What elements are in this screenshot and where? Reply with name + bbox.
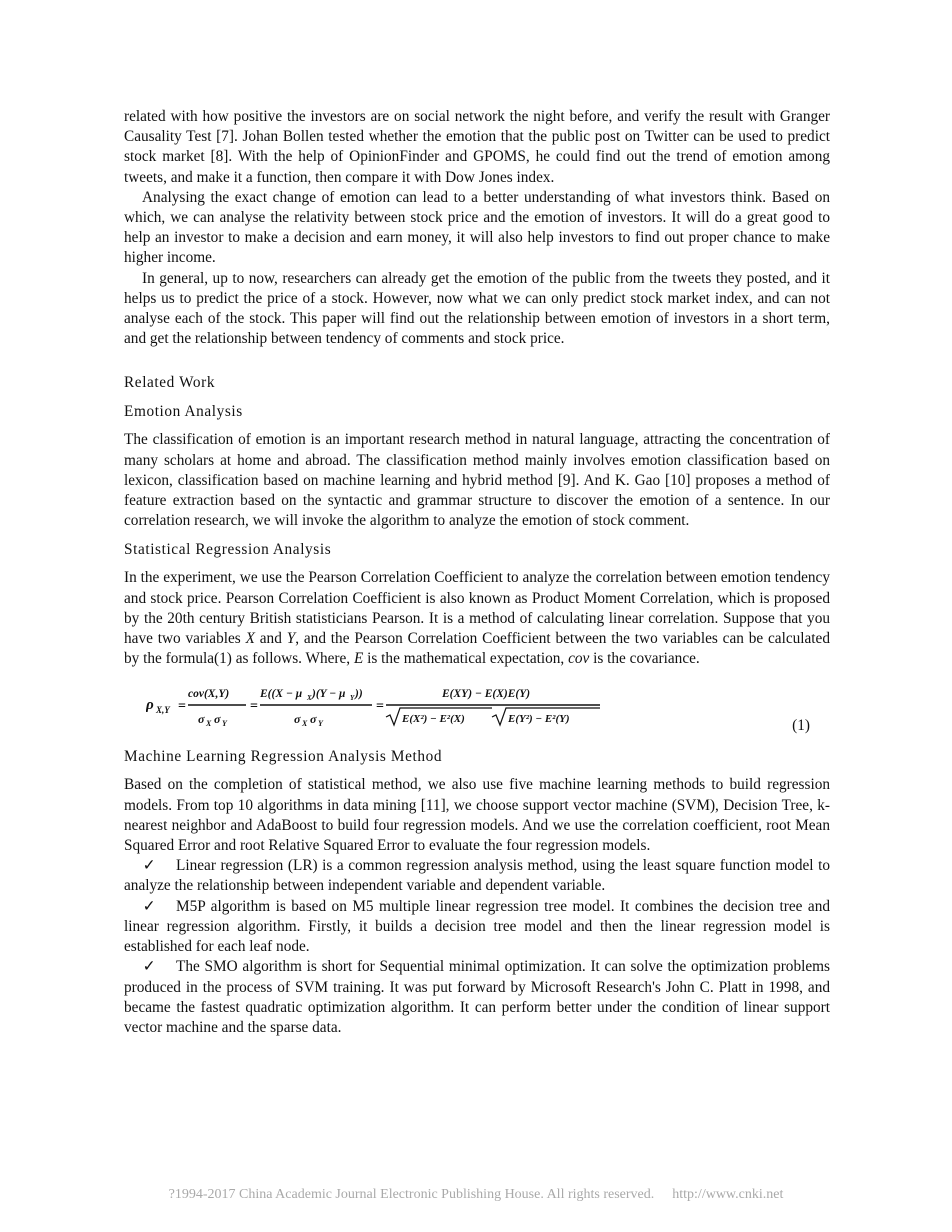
- formula-numerator-3: E(XY) − E(X)E(Y): [442, 688, 531, 701]
- intro-paragraph-1: related with how positive the investors are on social network the night before, and verify the result with Granger Causality Test [7]. Johan Bollen tested whether the emotion that the public post on Twitter can be used to predict stock market [8]. With the help of OpinionFinder and GPOMS, he could find out the trend of emotion among tweets, and make it a function, then compare it with Dow Jones index.: [124, 108, 830, 186]
- statistical-text-d: is the mathematical expectation,: [363, 650, 569, 668]
- pearson-formula: [146, 681, 616, 731]
- formula-mu-y-sub: Y: [350, 694, 355, 703]
- subsection-heading-emotion-analysis: Emotion Analysis: [124, 403, 243, 421]
- formula-sigma-x-1: σ: [198, 712, 205, 727]
- formula-sigma-y-2: σ: [310, 712, 317, 727]
- bullet-text-3: The SMO algorithm is short for Sequential minimal optimization. It can solve the optimization problems produced in the process of SVM training. It was put forward by Microsoft Research's John C. Platt in 1998, and became the fastest quadratic optimization algorithm. It can perform better under the condition of linear support vector machine and the sparse data.: [124, 958, 830, 1036]
- check-icon: ✓: [142, 958, 156, 976]
- formula-numerator-2b: )(Y − μ: [312, 688, 346, 701]
- footer-copyright: ?1994-2017 China Academic Journal Electronic Publishing House. All rights reserved.: [168, 1187, 655, 1202]
- formula-denominator-3b: E(Y²) − E²(Y): [508, 713, 570, 726]
- intro-paragraph-3: In general, up to now, researchers can already get the emotion of the public from the tweets they posted, and it helps us to predict the price of a stock. However, now what we can only predict stock market index, and can not analyse each of the stock. This paper will find out the relationship between emotion of investors in a short term, and get the relationship between tendency of comments and stock price.: [124, 269, 830, 348]
- formula-sigma-y-1-sub: Y: [222, 719, 227, 729]
- formula-sigma-y-1: σ: [214, 712, 221, 727]
- check-icon: ✓: [142, 897, 156, 915]
- formula-sigma-y-2-sub: Y: [318, 719, 323, 729]
- statistical-text-a: In the experiment, we use the Pearson Correlation Coefficient to analyze the correlation between emotion tendency and stock price. Pearson Correlation Coefficient is also known as Product Moment Correlation, which is proposed by the 20th century British statisticians Pearson. It is a method of calculating linear correlation. Suppose that you have two variables: [124, 569, 830, 648]
- formula-equals-3: =: [376, 699, 384, 715]
- page-footer: [0, 1187, 952, 1203]
- formula-numerator-2a: E((X − μ: [260, 688, 303, 701]
- statistical-paragraph: [124, 568, 830, 669]
- bullet-smo: [124, 957, 830, 1038]
- statistical-text-b: and: [254, 630, 287, 648]
- variable-x: X: [245, 630, 255, 648]
- formula-sigma-x-1-sub: X: [206, 719, 212, 729]
- bullet-m5p: [124, 897, 830, 958]
- check-icon: ✓: [142, 857, 156, 875]
- formula-rho: ρ: [146, 697, 154, 714]
- intro-paragraph-2: Analysing the exact change of emotion can lead to a better understanding of what investors think. Based on which, we can analyse the relativity between stock price and the emotion of investors. It will do a great good to help an investor to make a decision and earn money, it will also help investors to find out proper chance to make higher income.: [124, 188, 830, 267]
- variable-y: Y: [286, 630, 296, 648]
- footer-url: http://www.cnki.net: [672, 1187, 784, 1202]
- statistical-text-c: , and the Pearson Correlation Coefficient between the two variables can be calculated by the formula(1) as follows. Where,: [124, 630, 830, 668]
- formula-numerator-1: cov(X,Y): [188, 688, 230, 701]
- formula-equals-2: =: [250, 699, 258, 715]
- subsection-heading-ml-method: Machine Learning Regression Analysis Method: [124, 748, 443, 766]
- bullet-text-1: Linear regression (LR) is a common regression analysis method, using the least square function model to analyze the relationship between independent variable and dependent variable.: [124, 857, 830, 895]
- formula-equals-1: =: [178, 699, 186, 715]
- emotion-analysis-paragraph: The classification of emotion is an important research method in natural language, attracting the concentration of many scholars at home and abroad. The classification method mainly involves emotion classification based on lexicon, classification based on machine learning and hybrid method [9]. And K. Gao [10] proposes a method of feature extraction based on the syntactic and grammar structure to discover the emotion of a sentence. In our correlation research, we will invoke the algorithm to analyze the emotion of stock comment.: [124, 431, 830, 530]
- ml-method-paragraph: Based on the completion of statistical method, we also use five machine learning methods to build regression models. From top 10 algorithms in data mining [11], we choose support vector machine (SVM), Decision Tree, k-nearest neighbor and AdaBoost to build four regression models. And we use the correlation coefficient, root Mean Squared Error and root Relative Squared Error to evaluate the four regression models.: [124, 776, 830, 855]
- page-body: [124, 107, 830, 1038]
- subsection-heading-statistical: Statistical Regression Analysis: [124, 541, 332, 559]
- formula-mu-x-sub: X: [307, 694, 312, 703]
- statistical-text-e: is the covariance.: [589, 650, 700, 668]
- formula-numerator-2c: )): [355, 688, 363, 701]
- bullet-text-2: M5P algorithm is based on M5 multiple linear regression tree model. It combines the decision tree and linear regression algorithm. Firstly, it builds a decision tree model and then the linear regression model is established for each leaf node.: [124, 897, 830, 956]
- section-heading-related-work: Related Work: [124, 374, 216, 392]
- pearson-formula-row: [124, 677, 830, 739]
- equation-number: (1): [792, 717, 810, 735]
- formula-denominator-3a: E(X²) − E²(X): [402, 713, 465, 726]
- variable-cov: cov: [568, 650, 590, 668]
- variable-e: E: [353, 650, 364, 668]
- bullet-linear-regression: [124, 856, 830, 896]
- formula-rho-subscript: X,Y: [156, 705, 170, 716]
- formula-sigma-x-2: σ: [294, 712, 301, 727]
- formula-sigma-x-2-sub: X: [302, 719, 308, 729]
